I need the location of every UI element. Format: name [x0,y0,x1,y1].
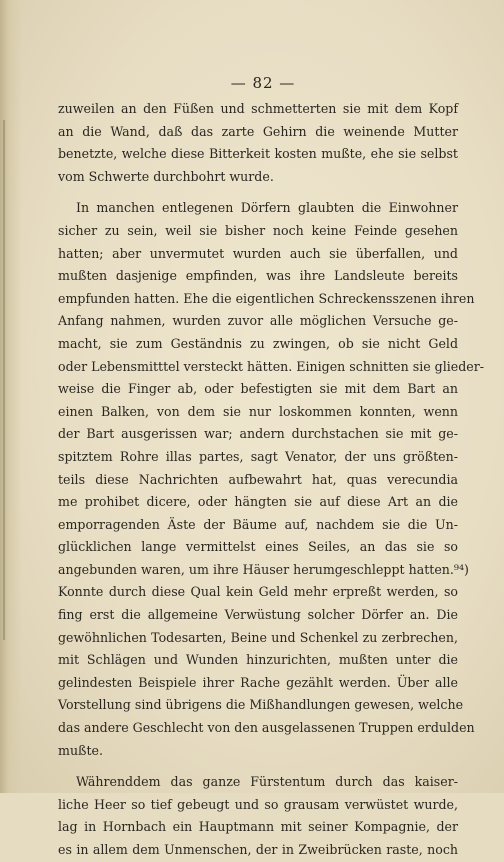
paragraph-2 [58,197,485,762]
binding-edge [0,0,22,793]
paragraph-3 [58,771,458,861]
text-line: zuweilen an den Füßen und schmetterten sie mit dem Kopf [58,101,458,116]
text-line: sicher zu sein, weil sie bisher noch keine Feinde gesehen [58,222,458,238]
text-line: Währenddem das ganze Fürstentum durch das kaiser- [76,774,458,790]
text-line: weise die Finger ab, oder befestigten sie mit dem Bart an [58,381,458,397]
text-line: hatten; aber unvermutet wurden auch sie überfallen, und [58,245,458,261]
text-line: es in allem dem Unmenschen, der in Zweibrücken raste, noch [58,842,458,857]
paragraph-1 [58,98,458,188]
text-line: gewöhnlichen Todesarten, Beine und Schenkel zu zerbrechen, [58,629,458,645]
text-line: der Bart ausgerissen war; andern durchstachen sie mit ge- [58,426,458,442]
text-line: In manchen entlegenen Dörfern glaubten die Einwohner [76,200,458,216]
text-line: mußte. [58,742,103,758]
text-line: oder Lebensmitttel versteckt hätten. Einigen schnitten sie glieder- [58,358,485,374]
text-line: emporragenden Äste der Bäume auf, nachdem sie die Un- [58,516,458,532]
text-line: gelindesten Beispiele ihrer Rache gezählt werden. Über alle [58,674,458,690]
text-line: vom Schwerte durchbohrt wurde. [58,168,274,184]
body-text [58,98,485,862]
text-line: einen Balken, von dem sie nur loskommen konnten, wenn [58,403,458,419]
text-line: liche Heer so tief gebeugt und so grausam verwüstet wurde, [58,796,458,812]
text-line: angebunden waren, um ihre Häuser herumgeschleppt hatten.⁹⁴) [58,561,469,577]
text-line: me prohibet dicere, oder hängten sie auf diese Art an die [58,494,458,510]
text-line: lag in Hornbach ein Hauptmann mit seiner Kompagnie, der [58,819,458,835]
text-line: glücklichen lange vermittelst eines Seiles, an das sie so [58,539,458,555]
paragraph-gap [58,188,458,197]
text-line: an die Wand, daß das zarte Gehirn die weinende Mutter [58,123,458,139]
paragraph-gap [58,762,458,771]
text-line: spitztem Rohre illas partes, sagt Venator, der uns größten- [58,448,458,464]
page-number: — 82 — [230,74,296,92]
text-line: macht, sie zum Geständnis zu zwingen, ob sie nicht Geld [58,335,458,351]
text-line: mußten dasjenige empfinden, was ihre Landsleute bereits [58,268,458,284]
text-line: benetzte, welche diese Bitterkeit kosten mußte, ehe sie selbst [58,146,458,162]
text-line: empfunden hatten. Ehe die eigentlichen Schreckensszenen ihren [58,290,475,306]
text-line: Konnte durch diese Qual kein Geld mehr erpreßt werden, so [58,584,458,600]
text-line: fing erst die allgemeine Verwüstung solcher Dörfer an. Die [58,607,458,623]
text-line: das andere Geschlecht von den ausgelassenen Truppen erdulden [58,720,475,736]
text-line: Vorstellung sind übrigens die Mißhandlungen gewesen, welche [58,697,464,713]
text-line: mit Schlägen und Wunden hinzurichten, mußten unter die [58,652,458,668]
text-line: Anfang nahmen, wurden zuvor alle möglichen Versuche ge- [58,313,458,329]
text-line: teils diese Nachrichten aufbewahrt hat, quas verecundia [58,471,458,487]
